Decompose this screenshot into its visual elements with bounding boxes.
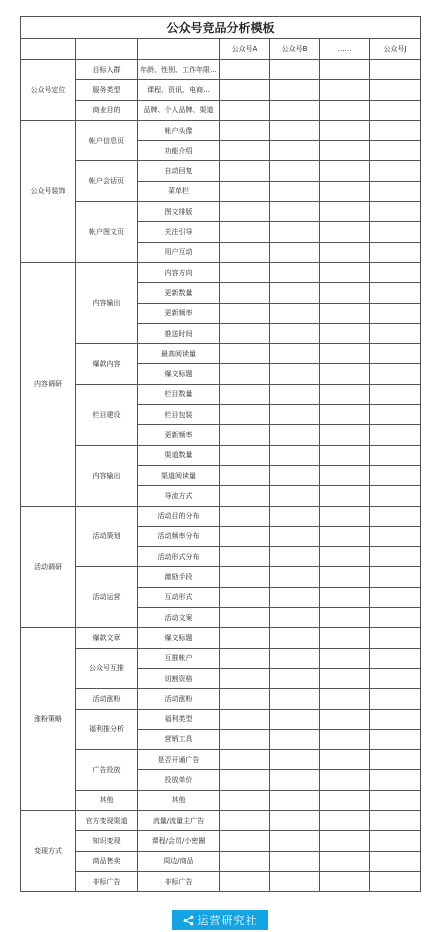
table-title: 公众号竞品分析模板	[21, 17, 421, 39]
group-label: 公众号互推	[76, 648, 138, 689]
section-label: 内容调研	[21, 262, 76, 506]
value-cell[interactable]	[270, 242, 320, 262]
table-row	[21, 161, 421, 181]
table-row	[21, 506, 421, 526]
item-label: 激励手段	[138, 567, 220, 587]
value-cell[interactable]	[220, 750, 270, 770]
value-cell[interactable]	[370, 506, 421, 526]
item-label: 活动文案	[138, 608, 220, 628]
item-label: 周边/商品	[138, 851, 220, 871]
value-cell[interactable]	[270, 567, 320, 587]
value-cell[interactable]	[220, 80, 270, 100]
group-label: 爆款文章	[76, 628, 138, 648]
value-cell[interactable]	[270, 648, 320, 668]
item-label: 年龄、性别、工作年限...	[138, 60, 220, 80]
value-cell[interactable]	[320, 283, 370, 303]
value-cell[interactable]	[220, 120, 270, 140]
value-cell[interactable]	[220, 405, 270, 425]
item-label: 最高阅读量	[138, 344, 220, 364]
value-cell[interactable]	[270, 587, 320, 607]
value-cell[interactable]	[370, 425, 421, 445]
value-cell[interactable]	[320, 729, 370, 749]
value-cell[interactable]	[320, 100, 370, 120]
value-cell[interactable]	[270, 202, 320, 222]
value-cell[interactable]	[220, 303, 270, 323]
value-cell[interactable]	[220, 547, 270, 567]
item-label: 福利类型	[138, 709, 220, 729]
item-label: 帐户头像	[138, 120, 220, 140]
section-label: 公众号定位	[21, 60, 76, 121]
value-cell[interactable]	[370, 222, 421, 242]
table-row	[21, 202, 421, 222]
value-cell[interactable]	[220, 202, 270, 222]
value-cell[interactable]	[370, 283, 421, 303]
value-cell[interactable]	[270, 770, 320, 790]
section-label: 涨粉策略	[21, 628, 76, 811]
value-cell[interactable]	[370, 567, 421, 587]
group-label: 内容输出	[76, 445, 138, 506]
value-cell[interactable]	[270, 303, 320, 323]
table-row	[21, 384, 421, 404]
value-cell[interactable]	[320, 689, 370, 709]
value-cell[interactable]	[370, 405, 421, 425]
value-cell[interactable]	[370, 851, 421, 871]
section-label: 活动调研	[21, 506, 76, 628]
value-cell[interactable]	[320, 486, 370, 506]
value-cell[interactable]	[370, 202, 421, 222]
item-label: 活动涨粉	[138, 689, 220, 709]
value-cell[interactable]	[370, 384, 421, 404]
value-cell[interactable]	[220, 668, 270, 688]
value-cell[interactable]	[320, 181, 370, 201]
value-cell[interactable]	[220, 384, 270, 404]
item-label: 品牌、个人品牌、渠道	[138, 100, 220, 120]
item-label: 推送时间	[138, 323, 220, 343]
value-cell[interactable]	[220, 364, 270, 384]
item-label: 营销工具	[138, 729, 220, 749]
value-cell[interactable]	[270, 384, 320, 404]
value-cell[interactable]	[220, 770, 270, 790]
value-cell[interactable]	[220, 60, 270, 80]
item-label: 图文排版	[138, 202, 220, 222]
value-cell[interactable]	[370, 729, 421, 749]
value-cell[interactable]	[320, 202, 370, 222]
value-cell[interactable]	[270, 445, 320, 465]
value-cell[interactable]	[270, 161, 320, 181]
value-cell[interactable]	[320, 628, 370, 648]
value-cell[interactable]	[220, 486, 270, 506]
item-label: 活动形式分布	[138, 547, 220, 567]
item-label: 功能介绍	[138, 141, 220, 161]
value-cell[interactable]	[370, 668, 421, 688]
group-label: 栏目建设	[76, 384, 138, 445]
value-cell[interactable]	[320, 871, 370, 891]
value-cell[interactable]	[270, 80, 320, 100]
value-cell[interactable]	[220, 790, 270, 810]
item-label: 更新数量	[138, 283, 220, 303]
table-row	[21, 831, 421, 851]
item-label: 课程、资讯、电商...	[138, 80, 220, 100]
value-cell[interactable]	[220, 709, 270, 729]
value-cell[interactable]	[270, 506, 320, 526]
item-label: 渠道数量	[138, 445, 220, 465]
item-label: 爆文标题	[138, 628, 220, 648]
table-row	[21, 750, 421, 770]
group-label: 爆款内容	[76, 344, 138, 385]
value-cell[interactable]	[320, 567, 370, 587]
item-label: 更新频率	[138, 425, 220, 445]
item-label: 切割资格	[138, 668, 220, 688]
item-label: 导流方式	[138, 486, 220, 506]
item-label: 流量/流量主广告	[138, 810, 220, 830]
value-cell[interactable]	[220, 425, 270, 445]
value-cell[interactable]	[370, 262, 421, 282]
table-row	[21, 851, 421, 871]
value-cell[interactable]	[320, 364, 370, 384]
value-cell[interactable]	[270, 790, 320, 810]
value-cell[interactable]	[270, 608, 320, 628]
item-label: 自动回复	[138, 161, 220, 181]
value-cell[interactable]	[270, 810, 320, 830]
share-icon	[183, 915, 194, 926]
value-cell[interactable]	[270, 222, 320, 242]
group-label: 知识变现	[76, 831, 138, 851]
table-row	[21, 445, 421, 465]
value-cell[interactable]	[320, 344, 370, 364]
value-cell[interactable]	[220, 100, 270, 120]
value-cell[interactable]	[370, 323, 421, 343]
group-label: 非标广告	[76, 871, 138, 891]
table-row	[21, 100, 421, 120]
value-cell[interactable]	[320, 323, 370, 343]
value-cell[interactable]	[370, 831, 421, 851]
value-cell[interactable]	[220, 831, 270, 851]
item-label: 更新频率	[138, 303, 220, 323]
value-cell[interactable]	[220, 161, 270, 181]
item-label: 课程/会员/小密圈	[138, 831, 220, 851]
group-label: 商品售卖	[76, 851, 138, 871]
value-cell[interactable]	[270, 851, 320, 871]
title-row	[21, 17, 421, 39]
table-row	[21, 60, 421, 80]
value-cell[interactable]	[220, 344, 270, 364]
group-label: 内容输出	[76, 262, 138, 343]
value-cell[interactable]	[370, 810, 421, 830]
value-cell[interactable]	[220, 648, 270, 668]
value-cell[interactable]	[320, 445, 370, 465]
table-row	[21, 262, 421, 282]
value-cell[interactable]	[270, 750, 320, 770]
value-cell[interactable]	[370, 871, 421, 891]
value-cell[interactable]	[270, 283, 320, 303]
value-cell[interactable]	[320, 506, 370, 526]
value-cell[interactable]	[220, 283, 270, 303]
item-label: 互推帐户	[138, 648, 220, 668]
item-label: 互动形式	[138, 587, 220, 607]
value-cell[interactable]	[270, 689, 320, 709]
group-label: 活动涨粉	[76, 689, 138, 709]
competitor-analysis-table	[20, 16, 421, 892]
item-label: 渠道阅读量	[138, 465, 220, 485]
value-cell[interactable]	[320, 405, 370, 425]
group-label: 目标人群	[76, 60, 138, 80]
value-cell[interactable]	[370, 526, 421, 546]
value-cell[interactable]	[220, 242, 270, 262]
value-cell[interactable]	[220, 141, 270, 161]
item-label: 栏目数量	[138, 384, 220, 404]
value-cell[interactable]	[220, 506, 270, 526]
value-cell[interactable]	[270, 709, 320, 729]
value-cell[interactable]	[320, 547, 370, 567]
column-header: 公众号A	[220, 39, 270, 60]
value-cell[interactable]	[270, 262, 320, 282]
value-cell[interactable]	[320, 262, 370, 282]
value-cell[interactable]	[220, 608, 270, 628]
value-cell[interactable]	[320, 222, 370, 242]
item-label: 菜单栏	[138, 181, 220, 201]
table-row	[21, 628, 421, 648]
column-header: ……	[320, 39, 370, 60]
item-label: 投放单价	[138, 770, 220, 790]
value-cell[interactable]	[320, 648, 370, 668]
value-cell[interactable]	[220, 871, 270, 891]
item-label: 栏目包装	[138, 405, 220, 425]
table-row	[21, 80, 421, 100]
item-label: 用户互动	[138, 242, 220, 262]
value-cell[interactable]	[320, 770, 370, 790]
item-label: 爆文标题	[138, 364, 220, 384]
value-cell[interactable]	[270, 425, 320, 445]
value-cell[interactable]	[220, 323, 270, 343]
value-cell[interactable]	[320, 608, 370, 628]
value-cell[interactable]	[270, 668, 320, 688]
value-cell[interactable]	[320, 709, 370, 729]
section-label: 变现方式	[21, 810, 76, 891]
value-cell[interactable]	[220, 851, 270, 871]
value-cell[interactable]	[370, 445, 421, 465]
value-cell[interactable]	[270, 547, 320, 567]
item-label: 活动目的分布	[138, 506, 220, 526]
value-cell[interactable]	[370, 547, 421, 567]
value-cell[interactable]	[370, 120, 421, 140]
value-cell[interactable]	[370, 80, 421, 100]
item-label: 是否开通广告	[138, 750, 220, 770]
value-cell[interactable]	[270, 181, 320, 201]
value-cell[interactable]	[220, 587, 270, 607]
item-label: 非标广告	[138, 871, 220, 891]
value-cell[interactable]	[270, 141, 320, 161]
table-row	[21, 790, 421, 810]
value-cell[interactable]	[220, 262, 270, 282]
table-row	[21, 810, 421, 830]
item-label: 关注引导	[138, 222, 220, 242]
item-label: 其他	[138, 790, 220, 810]
value-cell[interactable]	[320, 831, 370, 851]
group-label: 官方变现渠道	[76, 810, 138, 830]
value-cell[interactable]	[270, 100, 320, 120]
value-cell[interactable]	[270, 628, 320, 648]
value-cell[interactable]	[370, 100, 421, 120]
brand-logo	[172, 910, 268, 930]
value-cell[interactable]	[220, 181, 270, 201]
value-cell[interactable]	[270, 465, 320, 485]
item-label: 内容方向	[138, 262, 220, 282]
value-cell[interactable]	[370, 60, 421, 80]
value-cell[interactable]	[320, 384, 370, 404]
value-cell[interactable]	[370, 608, 421, 628]
value-cell[interactable]	[370, 141, 421, 161]
value-cell[interactable]	[320, 465, 370, 485]
value-cell[interactable]	[270, 486, 320, 506]
column-header: 公众号B	[270, 39, 320, 60]
value-cell[interactable]	[270, 364, 320, 384]
value-cell[interactable]	[320, 750, 370, 770]
table-row	[21, 120, 421, 140]
value-cell[interactable]	[320, 303, 370, 323]
value-cell[interactable]	[320, 60, 370, 80]
header-blank-3	[138, 39, 220, 60]
value-cell[interactable]	[320, 790, 370, 810]
group-label: 帐户信息页	[76, 120, 138, 161]
value-cell[interactable]	[270, 60, 320, 80]
logo-text: 运营研究社	[197, 914, 258, 927]
group-label: 活动运营	[76, 567, 138, 628]
value-cell[interactable]	[320, 425, 370, 445]
section-label: 公众号装饰	[21, 120, 76, 262]
group-label: 帐户图文页	[76, 202, 138, 263]
value-cell[interactable]	[220, 810, 270, 830]
table-row	[21, 567, 421, 587]
value-cell[interactable]	[320, 526, 370, 546]
value-cell[interactable]	[320, 80, 370, 100]
value-cell[interactable]	[270, 871, 320, 891]
group-label: 帐户会话页	[76, 161, 138, 202]
value-cell[interactable]	[270, 405, 320, 425]
table-row	[21, 709, 421, 729]
group-label: 活动策划	[76, 506, 138, 567]
value-cell[interactable]	[370, 344, 421, 364]
item-label: 活动频率分布	[138, 526, 220, 546]
table-row	[21, 344, 421, 364]
table-row	[21, 871, 421, 891]
value-cell[interactable]	[220, 445, 270, 465]
value-cell[interactable]	[370, 628, 421, 648]
value-cell[interactable]	[320, 141, 370, 161]
value-cell[interactable]	[220, 689, 270, 709]
group-label: 服务类型	[76, 80, 138, 100]
value-cell[interactable]	[270, 323, 320, 343]
value-cell[interactable]	[220, 526, 270, 546]
value-cell[interactable]	[370, 587, 421, 607]
value-cell[interactable]	[320, 242, 370, 262]
value-cell[interactable]	[270, 729, 320, 749]
value-cell[interactable]	[270, 526, 320, 546]
table-row	[21, 689, 421, 709]
value-cell[interactable]	[370, 364, 421, 384]
table-body	[21, 17, 421, 892]
value-cell[interactable]	[370, 465, 421, 485]
value-cell[interactable]	[320, 120, 370, 140]
value-cell[interactable]	[220, 628, 270, 648]
value-cell[interactable]	[370, 303, 421, 323]
value-cell[interactable]	[370, 486, 421, 506]
header-row	[21, 39, 421, 60]
value-cell[interactable]	[370, 770, 421, 790]
group-label: 其他	[76, 790, 138, 810]
value-cell[interactable]	[270, 120, 320, 140]
value-cell[interactable]	[320, 587, 370, 607]
value-cell[interactable]	[370, 242, 421, 262]
value-cell[interactable]	[220, 222, 270, 242]
value-cell[interactable]	[320, 810, 370, 830]
value-cell[interactable]	[370, 790, 421, 810]
header-blank-2	[76, 39, 138, 60]
value-cell[interactable]	[370, 750, 421, 770]
value-cell[interactable]	[370, 689, 421, 709]
table-row	[21, 648, 421, 668]
value-cell[interactable]	[270, 831, 320, 851]
value-cell[interactable]	[320, 161, 370, 181]
value-cell[interactable]	[370, 709, 421, 729]
value-cell[interactable]	[370, 648, 421, 668]
group-label: 广告投放	[76, 750, 138, 791]
header-blank-1	[21, 39, 76, 60]
value-cell[interactable]	[270, 344, 320, 364]
value-cell[interactable]	[220, 465, 270, 485]
group-label: 福利推分析	[76, 709, 138, 750]
group-label: 商业目的	[76, 100, 138, 120]
value-cell[interactable]	[320, 668, 370, 688]
value-cell[interactable]	[370, 161, 421, 181]
value-cell[interactable]	[320, 851, 370, 871]
value-cell[interactable]	[220, 729, 270, 749]
value-cell[interactable]	[370, 181, 421, 201]
column-header: 公众号J	[370, 39, 421, 60]
value-cell[interactable]	[220, 567, 270, 587]
